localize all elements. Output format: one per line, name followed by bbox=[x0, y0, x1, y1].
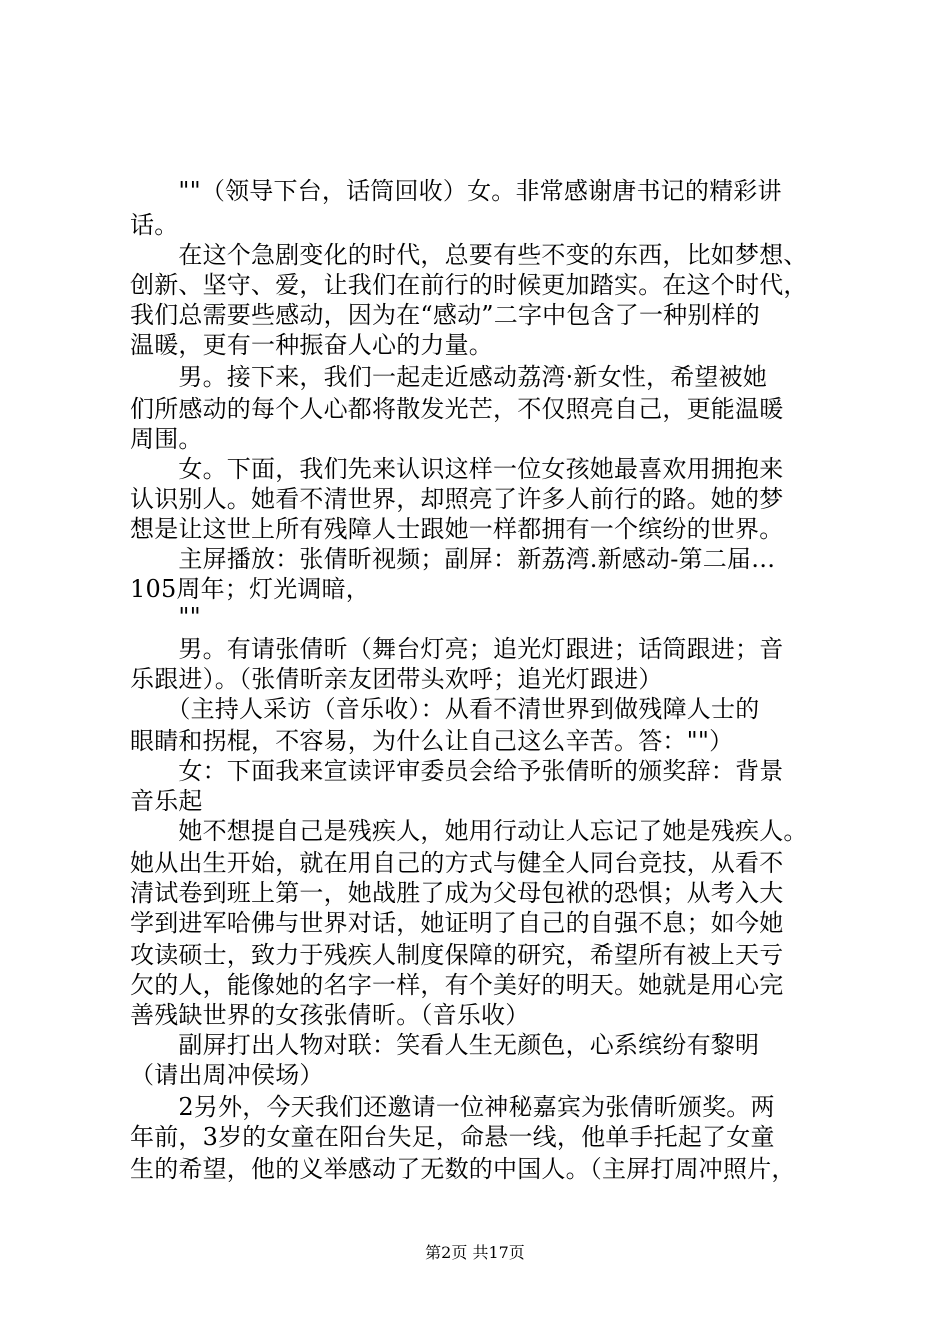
text-line: 男。有请张倩昕（舞台灯亮；追光灯跟进；话筒跟进；音 bbox=[130, 635, 784, 663]
text-line: 副屏打出人物对联：笑看人生无颜色，心系缤纷有黎明 bbox=[130, 1031, 760, 1059]
text-line: 2另外，今天我们还邀请一位神秘嘉宾为张倩昕颁奖。两 bbox=[130, 1093, 775, 1121]
text-line: 学到进军哈佛与世界对话，她证明了自己的自强不息；如今她 bbox=[130, 909, 784, 937]
text-line: 她从出生开始，就在用自己的方式与健全人同台竞技，从看不 bbox=[130, 849, 784, 877]
text-line: 温暖，更有一种振奋人心的力量。 bbox=[130, 331, 493, 359]
text-line: 男。接下来，我们一起走近感动荔湾·新女性，希望被她 bbox=[130, 363, 768, 391]
text-line: 想是让这世上所有残障人士跟她一样都拥有一个缤纷的世界。 bbox=[130, 515, 784, 543]
text-line: 攻读硕士，致力于残疾人制度保障的研究，希望所有被上天亏 bbox=[130, 941, 784, 969]
text-line: 眼睛和拐棍，不容易，为什么让自己这么辛苦。答：""） bbox=[130, 727, 734, 755]
text-line: 女。下面，我们先来认识这样一位女孩她最喜欢用拥抱来 bbox=[130, 455, 784, 483]
text-line: 年前，3岁的女童在阳台失足，命悬一线，他单手托起了女童 bbox=[130, 1123, 775, 1151]
text-line: ""（领导下台，话筒回收）女。非常感谢唐书记的精彩讲 bbox=[130, 177, 782, 205]
text-line: 清试卷到班上第一，她战胜了成为父母包袱的恐惧；从考入大 bbox=[130, 879, 784, 907]
text-line: 我们总需要些感动，因为在“感动”二字中包含了一种别样的 bbox=[130, 301, 760, 329]
text-line: 乐跟进）。（张倩昕亲友团带头欢呼；追光灯跟进） bbox=[130, 665, 663, 693]
text-line: 们所感动的每个人心都将散发光芒，不仅照亮自己，更能温暖 bbox=[130, 395, 784, 423]
text-line: 生的希望，他的义举感动了无数的中国人。（主屏打周冲照片， bbox=[130, 1155, 796, 1183]
text-line: 创新、坚守、爱，让我们在前行的时候更加踏实。在这个时代， bbox=[130, 271, 808, 299]
page-number-footer: 第2页 共17页 bbox=[425, 1243, 525, 1262]
text-line: （请出周冲侯场） bbox=[130, 1061, 324, 1089]
text-line: 认识别人。她看不清世界，却照亮了许多人前行的路。她的梦 bbox=[130, 485, 784, 513]
text-line: 105周年；灯光调暗， bbox=[130, 575, 371, 603]
text-line: 欠的人，能像她的名字一样，有个美好的明天。她就是用心完 bbox=[130, 971, 784, 999]
text-line: 在这个急剧变化的时代，总要有些不变的东西，比如梦想、 bbox=[130, 241, 808, 269]
text-line: 她不想提自己是残疾人，她用行动让人忘记了她是残疾人。 bbox=[130, 817, 808, 845]
text-line: 音乐起 bbox=[130, 787, 203, 815]
text-line: （主持人采访（音乐收）：从看不清世界到做残障人士的 bbox=[130, 695, 760, 723]
text-line: 主屏播放：张倩昕视频；副屏：新荔湾.新感动-第二届… bbox=[130, 545, 776, 573]
text-line: "" bbox=[130, 603, 201, 631]
text-line: 周围。 bbox=[130, 425, 203, 453]
text-line: 善残缺世界的女孩张倩昕。（音乐收） bbox=[130, 1001, 530, 1029]
text-line: 女：下面我来宣读评审委员会给予张倩昕的颁奖辞：背景 bbox=[130, 757, 784, 785]
text-line: 话。 bbox=[130, 211, 179, 239]
